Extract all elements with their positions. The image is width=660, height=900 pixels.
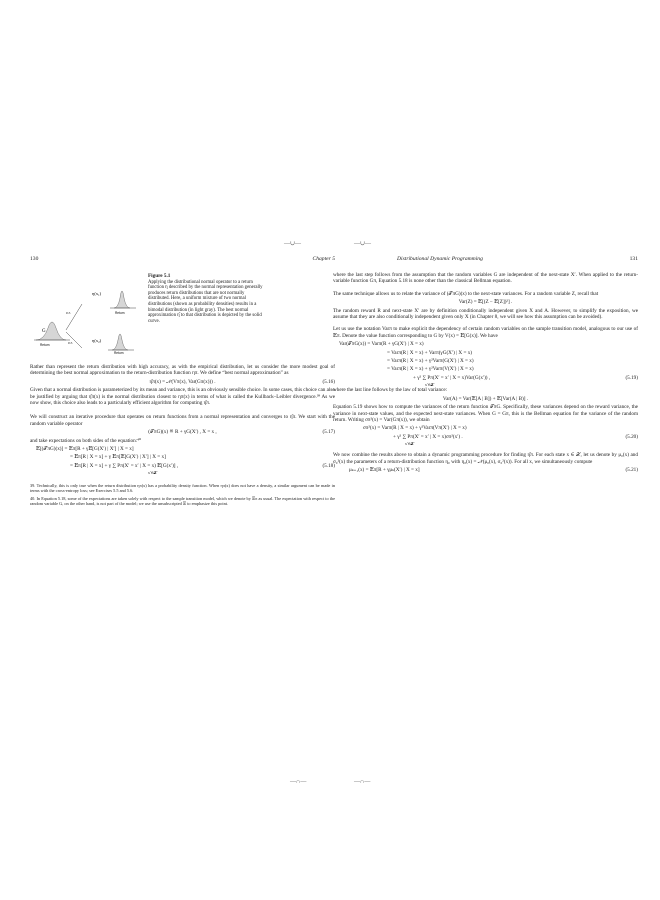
- equation-body: = Varπ(R | X = x) + γ²Varπ(V(X′) | X = x): [387, 366, 474, 373]
- equation-total-variance: [333, 396, 638, 402]
- paragraph: We will construct an iterative procedure that operates on return functions from a normal representation and converges to η̂π. We start with the random variable operator: [30, 414, 335, 427]
- figure-caption: [148, 274, 266, 324]
- equation-body: = Varπ(R | X = x) + γ²Varπ(G(X′) | X = x): [387, 358, 474, 365]
- paragraph: The random reward R and next-state X′ are by definition conditionally independent given X and A. However, to simplify the exposition, we assume that they are also conditionally independent given only X (in Chapter 8, we will see how this assumption can be avoided).: [333, 307, 638, 321]
- equation-5-19-line-1: [333, 341, 638, 347]
- equation-number: (5.19): [625, 374, 638, 381]
- equation-number: (5.21): [625, 466, 638, 473]
- caption-text: Applying the distributional normal operator to a return function η described by the normal representation generally produces return distributions that are not normally distributed. Here, a uniform mixture of two normal distributions (shown as probability densities) results in a bimodal distribution (in light gray). The best normal approximation η̂ to that distribution is depicted by the solid curve.: [148, 279, 263, 324]
- equation-body: + γ² ∑ Pπ(X′ = x′ | X = x)σπ²(x′) .: [393, 433, 463, 440]
- equation-body: = 𝔼π[R | X = x] + γ 𝔼π[𝔼[G(X′) | X′] | X = x]: [70, 454, 166, 461]
- paragraph: We now combine the results above to obtain a dynamic programming procedure for finding η̂π. For each state x ∈ 𝒳, let us denote by μ₀(x) and σ₀²(x) the parameters of a return-distribution function η₀ with η₀(x) = 𝒩(μ₀(x), σ₀²(x)). For all x, we simultaneously compute: [333, 452, 638, 465]
- paragraph: where the last step follows from the assumption that the random variables G are independent of the next-state X′. When applied to the return-variable function Gπ, Equation 5.18 is none other than the classical Bellman equation.: [333, 272, 638, 285]
- p2-label: 0.5: [68, 341, 73, 345]
- top-mark-left: —∪—: [284, 241, 302, 247]
- equation-5-21: [333, 467, 638, 473]
- equation-5-17: [30, 429, 335, 435]
- figure-block: [30, 256, 335, 356]
- equation-5-19-line-5: [333, 375, 638, 381]
- caption-title: Figure 5.1: [148, 273, 171, 279]
- equation-5-20-line-2: [333, 434, 638, 440]
- bottom-mark-right: —∩—: [354, 779, 371, 785]
- paragraph: Let us use the notation Varπ to make explicit the dependency of certain random variables on the sample transition model, analogous to our use of 𝔼π. Denote the value function corresponding to G by V(x) = 𝔼[G(x)]. We have: [333, 326, 638, 339]
- footnote-40: 40. In Equation 5.18, some of the expectations are taken solely with respect to the sample transition model, which we denote by 𝔼π as usual. The expectation with respect to the random variable G, on the other hand, is not part of the model; we use the unsubscripted 𝔼 to emphasize this point.: [30, 495, 335, 506]
- equation-number: (5.20): [625, 433, 638, 440]
- footnote-39: 39. Technically, this is only true when the return distribution ηπ(x) has a probability density function. When ηπ(x) does not have a density, a similar argument can be made in terms with the cross-entropy loss; see Exercises 5.5 and 5.6.: [30, 483, 335, 494]
- g-label: G: [42, 329, 46, 334]
- paragraph: Rather than represent the return distribution with high accuracy, as with the empirical distribution, let us consider the more modest goal of determining the best normal approximation to the return-distribution function ηπ. We define “best normal approximation” as: [30, 364, 335, 377]
- equation-5-19-line-3: [333, 358, 638, 364]
- equation-body: + γ² ∑ Pπ(X′ = x′ | X = x)Var(G(x′)) ,: [413, 374, 491, 381]
- sum-subscript: x′∈𝒳: [148, 471, 157, 476]
- equation-5-20-line-1: [333, 425, 638, 431]
- footnotes: [30, 483, 335, 506]
- equation-5-18-line-2: [30, 454, 335, 460]
- equation-body: = Varπ(R | X = x) + Varπ(γG(X′) | X = x): [387, 349, 473, 356]
- eta2-label: η(x₂): [92, 338, 102, 343]
- eta1-label: η(x₁): [92, 291, 102, 296]
- equation-body: Var(A) = Var(𝔼[A | B]) + 𝔼[Var(A | B)] .: [442, 395, 529, 402]
- equation-number: (5.17): [322, 429, 335, 436]
- running-head: [333, 256, 638, 266]
- p1-label: 0.5: [66, 311, 71, 315]
- reward2-label: Return: [114, 351, 124, 354]
- equation-5-16: [30, 379, 335, 385]
- equation-5-18-line-1: [30, 446, 335, 452]
- equation-variance: [333, 299, 638, 305]
- left-density-shape: [36, 322, 66, 340]
- equation-body: μₖ₊₁(x) = 𝔼π[R + γμₖ(X′) | X = x]: [349, 466, 420, 473]
- top-mark-right: —∪—: [354, 241, 372, 247]
- upper-density-shape: [114, 291, 130, 308]
- equation-body: η̂π(x) = 𝒩(Vπ(x), Var(Gπ(x))) .: [149, 378, 216, 385]
- paragraph: The same technique allows us to relate the variance of (𝒯πG)(x) to the next-state variances. For a random variable Z, recall that: [333, 290, 599, 297]
- paragraph: where the last line follows by the law of total variance:: [333, 387, 448, 394]
- bottom-mark-left: —∩—: [290, 779, 307, 785]
- figure-5-1-diagram: [32, 278, 144, 354]
- left-page: [30, 256, 335, 508]
- equation-body: Var(𝒯πG(x)) = Varπ(R + γG(X′) | X = x): [339, 341, 424, 348]
- equation-5-19-line-2: [333, 350, 638, 356]
- branch-upper: [66, 304, 82, 330]
- equation-5-18-line-3: [30, 463, 335, 469]
- equation-number: (5.16): [322, 378, 335, 385]
- chapter-title: Chapter 5: [312, 256, 335, 262]
- sum-subscript: x′∈𝒳: [405, 442, 414, 447]
- equation-body: 𝔼[(𝒯πG)(x)] = 𝔼π[R + γ𝔼[G(X′) | X′] | X = x]: [36, 446, 134, 453]
- right-page: [333, 256, 638, 475]
- page-number: 131: [629, 256, 638, 262]
- equation-number: (5.18): [322, 462, 335, 469]
- lower-density-shape: [112, 334, 128, 350]
- equation-5-19-line-4: [333, 366, 638, 372]
- equation-body: σπ²(x) = Varπ(R | X = x) + γ²Varπ(Vπ(X′) | X = x): [363, 425, 467, 432]
- sum-subscript: x′∈𝒳: [425, 383, 434, 388]
- equation-body: = 𝔼π[R | X = x] + γ ∑ Pπ(X′ = x′ | X = x) 𝔼[G(x′)] ,: [70, 462, 179, 469]
- equation-body: Var(Z) = 𝔼[(Z − 𝔼[Z])²] .: [458, 299, 513, 306]
- reward1-label: Return: [115, 311, 125, 315]
- equation-body: (𝒯πG)(x) ≝ R + γG(X′) , X = x ,: [148, 429, 217, 436]
- paragraph: and take expectations on both sides of the equation:⁴⁰: [30, 437, 142, 444]
- section-title: Distributional Dynamic Programming: [397, 256, 483, 262]
- reward0-label: Return: [40, 343, 50, 347]
- paragraph: Given that a normal distribution is parameterized by its mean and variance, this is an obviously sensible choice. In some cases, this choice can also be justified by arguing that η̂π(x) is the normal distribution closest to ηπ(x) in terms of what is called the Kullback–Leibler divergence.³⁹ As we now show, this choice also leads to a particularly efficient algorithm for computing η̂π.: [30, 387, 335, 407]
- paragraph: Equation 5.19 shows how to compute the variances of the return function 𝒯πG. Specifically, these variances depend on the reward variance, the variance in next-state values, and the expected next-state variances. When G = Gπ, this is the Bellman equation for the variance of the random return. Writing σπ²(x) = Var(Gπ(x)), we obtain: [333, 404, 638, 423]
- page-number: 130: [30, 256, 39, 262]
